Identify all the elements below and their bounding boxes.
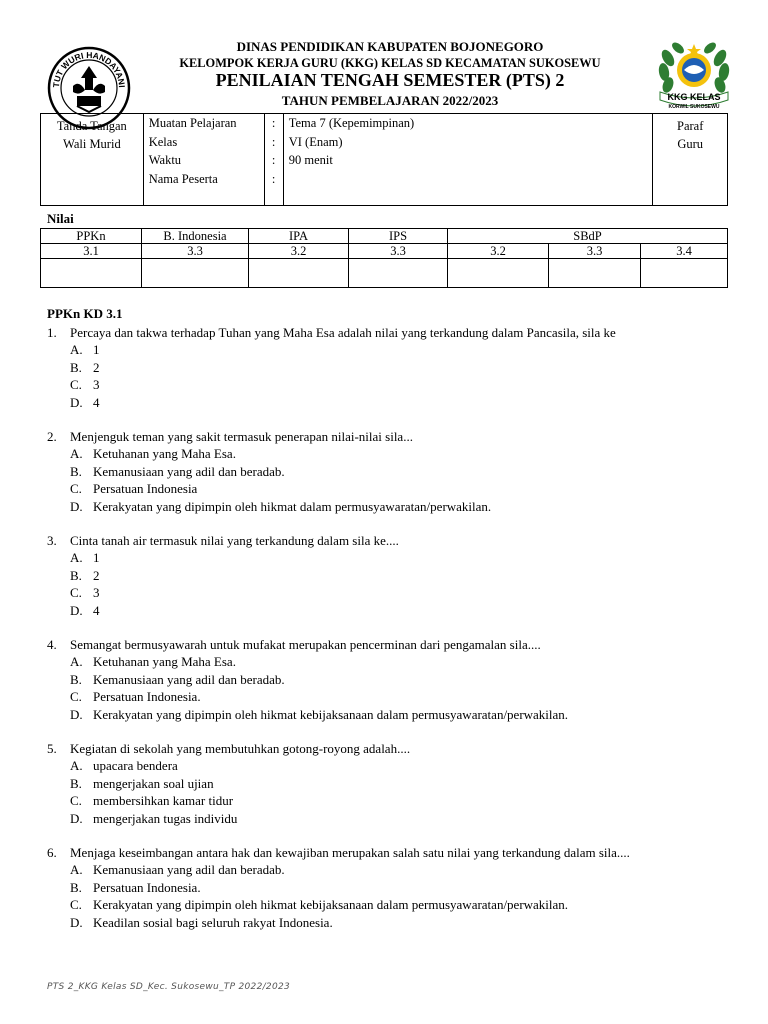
question-text: Cinta tanah air termasuk nilai yang terkandung dalam sila ke.... (70, 533, 399, 548)
kd-cell: 3.3 (349, 244, 448, 259)
answer-option[interactable] (47, 810, 737, 828)
option-letter: C. (70, 585, 82, 600)
answer-option[interactable] (47, 567, 737, 585)
question-item (47, 844, 737, 931)
option-letter: D. (70, 498, 83, 514)
value-subject: Tema 7 (Kepemimpinan) (288, 116, 415, 130)
score-subject-row (41, 229, 728, 244)
option-letter: D. (70, 914, 83, 930)
identity-table (40, 113, 728, 206)
option-text: Persatuan Indonesia. (93, 879, 201, 895)
option-text: 2 (93, 359, 100, 375)
question-number: 3. (47, 533, 57, 548)
teacher-initial-line1: Paraf (677, 119, 704, 133)
option-text: mengerjakan soal ujian (93, 775, 214, 791)
answer-option[interactable] (47, 671, 737, 689)
score-entry-cell[interactable] (349, 259, 448, 288)
option-text: 4 (93, 394, 100, 410)
score-label: Nilai (47, 211, 74, 226)
option-text: Kemanusiaan yang adil dan beradab. (93, 862, 285, 877)
signature-label-line2: Wali Murid (63, 137, 121, 151)
question-text: Semangat bermusyawarah untuk mufakat merupakan pencerminan dari pengamalan sila.... (70, 637, 541, 652)
option-text: 4 (93, 602, 100, 618)
teacher-initial-line2: Guru (677, 137, 704, 151)
score-entry-cell[interactable] (448, 259, 549, 288)
answer-option[interactable] (47, 341, 737, 359)
answer-option[interactable] (47, 896, 737, 914)
score-entry-cell[interactable] (249, 259, 349, 288)
answer-option[interactable] (47, 480, 737, 498)
identity-colons-cell: : : : : (264, 114, 283, 206)
answer-option[interactable] (47, 914, 737, 932)
answer-option[interactable] (47, 463, 737, 481)
kkg-kelas-logo-icon (654, 38, 734, 110)
subject-ips: IPS (349, 229, 448, 244)
question-number: 1. (47, 325, 57, 340)
option-text: 1 (93, 550, 100, 565)
subject-bindonesia: B. Indonesia (142, 229, 249, 244)
option-letter: A. (70, 862, 83, 877)
option-letter: A. (70, 654, 83, 669)
answer-option[interactable] (47, 757, 737, 775)
subject-ipa: IPA (249, 229, 349, 244)
option-letter: D. (70, 394, 83, 410)
question-number: 5. (47, 741, 57, 756)
option-text: Kerakyatan yang dipimpin oleh hikmat kebijaksanaan dalam permusyawaratan/perwakilan. (93, 897, 569, 912)
option-letter: A. (70, 758, 83, 773)
subject-ppkn: PPKn (41, 229, 142, 244)
option-letter: B. (70, 567, 82, 583)
option-letter: C. (70, 377, 82, 392)
label-subject: Muatan Pelajaran (148, 116, 237, 130)
score-entry-cell[interactable] (549, 259, 641, 288)
question-number: 2. (47, 429, 57, 444)
option-letter: A. (70, 342, 83, 357)
identity-values-cell (283, 114, 653, 206)
option-text: Kemanusiaan yang adil dan beradab. (93, 671, 285, 687)
page-footer: PTS 2_KKG Kelas SD_Kec. Sukosewu_TP 2022/2023 (47, 982, 291, 992)
signature-label-line1: Tanda Tangan (56, 119, 127, 133)
kd-cell: 3.3 (142, 244, 249, 259)
option-text: upacara bendera (93, 758, 178, 773)
signature-parent-cell (41, 114, 144, 206)
question-item (47, 532, 737, 619)
option-letter: D. (70, 706, 83, 722)
value-class: VI (Enam) (288, 134, 343, 149)
option-text: 2 (93, 567, 100, 583)
answer-option[interactable] (47, 602, 737, 620)
option-letter: B. (70, 671, 82, 687)
option-letter: B. (70, 359, 82, 375)
option-text: membersihkan kamar tidur (93, 793, 234, 808)
score-entry-cell[interactable] (41, 259, 142, 288)
answer-option[interactable] (47, 792, 737, 810)
score-entry-cell[interactable] (641, 259, 728, 288)
option-letter: A. (70, 446, 83, 461)
option-letter: B. (70, 775, 82, 791)
question-number: 4. (47, 637, 57, 652)
option-text: mengerjakan tugas individu (93, 810, 238, 826)
option-letter: B. (70, 463, 82, 479)
identity-labels-cell (143, 114, 264, 206)
kd-cell: 3.3 (549, 244, 641, 259)
answer-option[interactable] (47, 549, 737, 567)
logo-right-text: KKG KELAS (667, 92, 721, 102)
answer-option[interactable] (47, 653, 737, 671)
option-letter: D. (70, 810, 83, 826)
option-letter: A. (70, 550, 83, 565)
option-letter: C. (70, 897, 82, 912)
option-text: 1 (93, 342, 100, 357)
option-text: Persatuan Indonesia (93, 481, 198, 496)
label-student-name: Nama Peserta (148, 171, 218, 186)
score-entry-cell[interactable] (142, 259, 249, 288)
option-text: Ketuhanan yang Maha Esa. (93, 654, 236, 669)
option-letter: C. (70, 481, 82, 496)
option-letter: B. (70, 879, 82, 895)
value-time: 90 menit (288, 153, 333, 167)
option-text: Keadilan sosial bagi seluruh rakyat Indonesia. (93, 914, 333, 930)
kd-cell: 3.2 (249, 244, 349, 259)
question-number: 6. (47, 845, 57, 860)
subject-sbdp: SBdP (448, 229, 728, 244)
answer-option[interactable] (47, 445, 737, 463)
question-text: Percaya dan takwa terhadap Tuhan yang Maha Esa adalah nilai yang terkandung dalam Pancasila, sila ke (70, 325, 616, 340)
score-table (40, 228, 728, 288)
header-year: TAHUN PEMBELAJARAN 2022/2023 (281, 93, 499, 108)
section-title: PPKn KD 3.1 (47, 306, 123, 321)
answer-option[interactable] (47, 498, 737, 516)
question-item (47, 428, 737, 515)
teacher-initial-cell (653, 114, 728, 206)
score-entry-row (41, 259, 728, 288)
option-letter: D. (70, 602, 83, 618)
question-item (47, 636, 737, 723)
answer-option[interactable] (47, 861, 737, 879)
logo-left-text: TUT WURI HANDAYANI (50, 49, 128, 88)
option-text: Kerakyatan yang dipimpin oleh hikmat dalam permusyawaratan/perwakilan. (93, 498, 492, 514)
option-text: 3 (93, 585, 100, 600)
answer-option[interactable] (47, 879, 737, 897)
answer-option[interactable] (47, 359, 737, 377)
kd-cell: 3.1 (41, 244, 142, 259)
question-text: Menjenguk teman yang sakit termasuk penerapan nilai-nilai sila... (70, 429, 413, 444)
logo-right-subtext: KORWIL SUKOSEWU (668, 104, 720, 110)
answer-option[interactable] (47, 775, 737, 793)
question-text: Menjaga keseimbangan antara hak dan kewajiban merupakan salah satu nilai yang terkandung dalam sila.... (70, 845, 630, 860)
question-text: Kegiatan di sekolah yang membutuhkan gotong-royong adalah.... (70, 741, 411, 756)
kd-cell: 3.4 (641, 244, 728, 259)
option-text: Kemanusiaan yang adil dan beradab. (93, 463, 285, 479)
label-time: Waktu (148, 153, 182, 167)
question-list (47, 324, 737, 948)
option-text: 3 (93, 377, 100, 392)
answer-option[interactable] (47, 706, 737, 724)
answer-option[interactable] (47, 376, 737, 394)
question-item (47, 740, 737, 827)
option-letter: C. (70, 793, 82, 808)
answer-option[interactable] (47, 394, 737, 412)
label-class: Kelas (148, 134, 178, 149)
header-kkg: KELOMPOK KERJA GURU (KKG) KELAS SD KECAMATAN SUKOSEWU (179, 56, 601, 70)
answer-option[interactable] (47, 584, 737, 602)
option-text: Kerakyatan yang dipimpin oleh hikmat kebijaksanaan dalam permusyawaratan/perwakilan. (93, 706, 569, 722)
header-agency: DINAS PENDIDIKAN KABUPATEN BOJONEGORO (236, 39, 544, 54)
option-letter: C. (70, 689, 82, 704)
kd-cell: 3.2 (448, 244, 549, 259)
option-text: Persatuan Indonesia. (93, 689, 201, 704)
header-exam-title: PENILAIAN TENGAH SEMESTER (PTS) 2 (215, 70, 565, 90)
question-item (47, 324, 737, 411)
answer-option[interactable] (47, 688, 737, 706)
option-text: Ketuhanan yang Maha Esa. (93, 446, 236, 461)
score-kd-row (41, 244, 728, 259)
